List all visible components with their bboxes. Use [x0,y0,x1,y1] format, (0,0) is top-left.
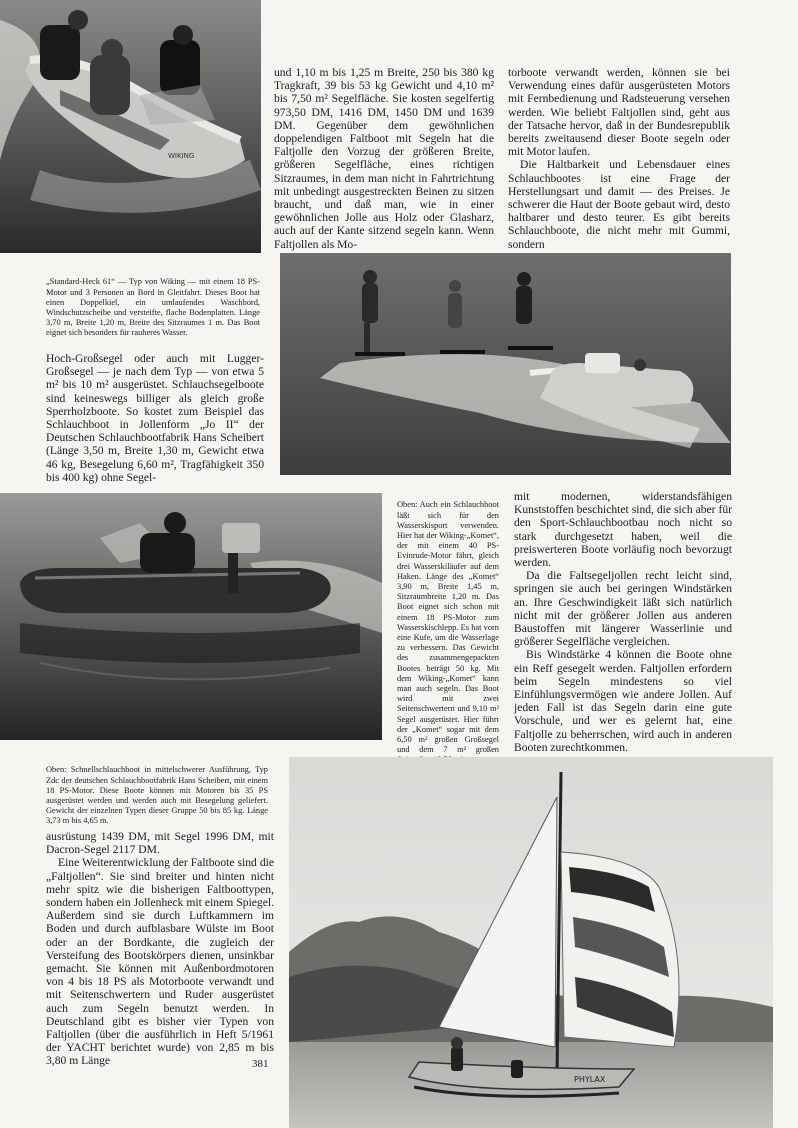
caption-text: „Standard-Heck 61“ — Typ von Wiking — mit einem 18 PS-Motor und 3 Personen an Bord in Gleitfahrt. Dieses Boot hat einen Doppelkiel, ein umlaufendes Waschbord, Windschutzscheibe und versteifte, flache Bodenplatten. Länge 3,70 m, Breite 1,20 m, Breite des Sitzraumes 1 m. Das Boot eignet sich besonders für rauheres Wasser. [46,277,260,338]
boat-hull-marking: PHYLAX [574,1075,606,1084]
paragraph: torboote verwandt werden, können sie bei Verwendung eines dafür ausgerüsteten Motors mit Fernbedienung und Radsteuerung versehen werden. Wie beliebt Faltjollen sind, geht aus der Tatsache hervor, daß in der Bundesrepublik bereits zweitausend dieser Boote segeln oder mit Motor laufen. [508,66,730,159]
text-column-left-middle [46,352,264,484]
paragraph: Da die Faltsegeljollen recht leicht sind, springen sie auch bei geringen Windstärken an. Ihre Geschwindigkeit läßt sich natürlich nicht mit der größerer Jollen aus anderen Baustoffen mit längerer Wasserlinie und größerer Segelfläche vergleichen. [514,569,732,649]
boat-bow-marking: WIKING [168,152,195,160]
text-column-top-right [508,66,730,251]
text-column-bottom-left [46,830,274,1068]
photo-water-skiers [280,253,731,475]
paragraph: Eine Weiterentwicklung der Faltboote sind die „Faltjollen“. Sie sind breiter und hinten nicht mehr spitz wie die bisherigen Faltboottypen, sondern haben ein Jollenheck mit einem Spiegel. Außerdem sind sie durch Luftkammern im Boden und durch aufblasbare Wülste im Boot oder an der Bordkante, die zugleich der Versteifung des Bootskörpers dienen, unsinkbar gemacht. Sie können mit Außenbordmotoren von 4 bis 18 PS als Motorboote verwandt und mit Seitenschwertern und Ruder ausgerüstet auch zum Segeln benutzt werden. In Deutschland gibt es bisher vier Typen von Faltjollen (über die ausführlich in Heft 5/1961 der YACHT berichtet wurde) von 2,85 m bis 3,80 m Länge [46,856,274,1068]
paragraph: ausrüstung 1439 DM, mit Segel 1996 DM, mit Dacron-Segel 2117 DM. [46,830,274,857]
text-column-top-center [274,66,494,251]
paragraph: Bis Windstärke 4 können die Boote ohne ein Reff gesegelt werden. Faltjollen erfordern beim Segeln mindestens so viel Einfühlungsvermögen wie andere Jollen. Auf jeden Fall ist das Segeln darin eine gute Vorschule, und wer es gelernt hat, eine Faltjolle zu beherrschen, wird auch in anderen Booten zurechtkommen. [514,648,732,754]
paragraph: Die Haltbarkeit und Lebensdauer eines Schlauchbootes ist eine Frage der Herstellungsart und damit — des Preises. Je schwerer die Haut der Boote gebaut wird, desto haltbarer und desto teurer. Es gibt bereits Schlauchboote, die nicht mehr mit Gummi, sondern [508,158,730,251]
caption-photo-2 [397,492,499,774]
paragraph: mit modernen, widerstandsfähigen Kunststoffen beschichtet sind, die sich aber für den Sport-Schlauchbootbau noch nicht so stark durchgesetzt haben, weil die preiswerteren Boote vorläufig noch bevorzugt werden. [514,490,732,570]
caption-text: Oben: Auch ein Schlauchboot läßt sich für den Wasserskisport verwenden. Hier hat der Wiking-„Komet“, der mit einem 40 PS-Evinrude-Motor fährt, gleich drei Wasserskiläufer auf dem Haken. Länge des „Komet“ 3,90 m, Breite 1,45 m, Sitzraumbreite 1,20 m. Das Boot eignet sich schon mit einem 18 PS-Motor zum Wasserskischlepp. Es hat vorn eine Kufe, um die Wasserlage zu verbessern. Das Gewicht des zusammengepackten Bootes beträgt 50 kg. Mit dem Wiking-„Komet“ kann man auch segeln. Das Boot wird mit zwei Seitenschwertern und 9,10 m² Segel ausgerüstet. Hier führt der „Komet“ sogar mit dem 6,50 m² großen Großsegel und dem 7 m² großen [397,500,499,755]
paragraph: Hoch-Großsegel oder auch mit Lugger-Großsegel — je nach dem Typ — von etwa 5 m² bis 10 m² ausgerüstet. Schlauchsegelboote sind keineswegs billiger als gleich große Sperrholzboote. So kostet zum Beispiel das Schlauchboot in Jollenform „Jo II“ der Deutschen Schlauchbootfabrik Hans Scheibert (Länge 3,50 m, Breite 1,30 m, Gewicht etwa 46 kg, Besegelung 6,60 m², Tragfähigkeit 350 bis 400 kg) ohne Segel- [46,352,264,484]
text-column-right-middle [514,490,732,754]
caption-photo-1 [46,269,260,347]
caption-photo-3 [46,757,268,835]
photo-inflatable-three-people [0,0,261,253]
caption-text: Oben: Schnellschlauchboot in mittelschwerer Ausführung, Typ Zdc der deutschen Schlauchbootfabrik Hans Scheibert, mit einem 18 PS-Motor. Diese Boote können mit Motoren bis 35 PS ausgerüstet werden und werden auch mit Besegelung geliefert. Gewicht der einzelnen Typen dieser Gruppe 50 bis 85 kg. Länge 3,73 m bis 4,65 m. [46,765,268,826]
paragraph: und 1,10 m bis 1,25 m Breite, 250 bis 380 kg Tragkraft, 39 bis 53 kg Gewicht und 4,10 m² bis 7,50 m² Segelfläche. Sie kosten segelfertig 973,50 DM, 1416 DM, 1450 DM und 1639 DM. Gegenüber dem gewöhnlichen doppelendigen Faltboot mit Segeln hat die Faltjolle den Vorzug der größeren Breite, größeren Segelfläche, eines richtigen Sitzraumes, in dem man nicht in Fahrtrichtung mit unbedingt ausgestreckten Beinen zu sitzen braucht, und daß man, wie in einer gewöhnlichen Jolle aus Holz oder Glasharz, auch auf der Kante sitzend segeln kann. Wenn Faltjollen als Mo- [274,66,494,251]
page-number: 381 [252,1058,269,1070]
photo-sailing-dinghy-spinnaker [289,757,773,1128]
photo-speed-inflatable-motor [0,493,382,740]
